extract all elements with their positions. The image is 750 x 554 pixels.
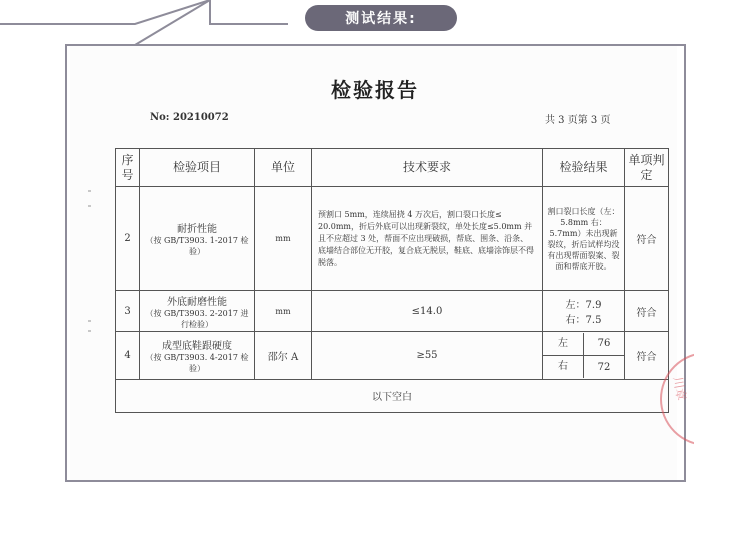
row-unit: 邵尔 A [255,332,312,380]
result-right: 右：7.5 [565,315,602,327]
row-item [140,290,255,331]
row-no: 4 [116,332,140,380]
margin-mark [88,190,91,192]
left-label: 左 [543,333,584,355]
row-judgement: 符合 [625,290,669,331]
row-item [140,187,255,291]
row-no: 2 [116,187,140,291]
row-requirement: ≤14.0 [312,290,543,331]
stamp-text: 川章 [670,375,689,402]
row-no: 3 [116,290,140,331]
row-judgement: 符合 [625,332,669,380]
col-header-judgement: 单项判定 [625,149,669,187]
result-left: 左：7.9 [565,300,602,312]
row-result [543,290,625,331]
table-row [116,187,669,291]
row-unit: mm [255,187,312,291]
table-header-row [116,149,669,187]
item-name: 耐折性能 [177,224,217,236]
item-standard: （按 GB/T3903. 2-2017 进行检验） [145,308,249,329]
report-title: 检验报告 [331,78,419,102]
table-row [116,332,669,356]
col-header-unit: 单位 [255,149,312,187]
col-header-item: 检验项目 [140,149,255,187]
row-judgement: 符合 [625,187,669,291]
item-name: 外底耐磨性能 [167,296,227,308]
test-result-badge: 测试结果: [305,5,457,31]
blank-below-note: 以下空白 [116,379,669,412]
right-label: 右 [543,356,584,378]
row-result: 割口裂口长度（左：5.8mm 右：5.7mm）未出现新裂纹，折后试样均没有出现帮面裂案、裂面和帮底开胶。 [543,187,625,291]
col-header-result: 检验结果 [543,149,625,187]
row-unit: mm [255,290,312,331]
item-name: 成型底鞋跟硬度 [162,341,232,353]
margin-mark [88,205,91,207]
item-standard: （按 GB/T3903. 1-2017 检验） [145,236,249,257]
report-number: No: 20210072 [150,112,229,123]
row-result-right [543,356,625,380]
inspection-table [115,148,669,413]
left-value: 76 [597,338,611,350]
col-header-requirement: 技术要求 [312,149,543,187]
row-requirement: 预割口 5mm，连续屈挠 4 万次后，割口裂口长度≤ 20.0mm，折后外底可以出现新裂纹，单处长度≤5.0mm 并且不应超过 3 处，帮面不应出现破损，帮底、围条、沿条、底墙结合部位无开胶，复合底无脱层，鞋底、底墙涂饰层不得脱落。 [312,187,543,291]
right-value: 72 [597,361,611,373]
row-result-left [543,332,625,356]
margin-mark [88,330,91,332]
table-row [116,290,669,331]
margin-mark [88,320,91,322]
frame-pointer-line [0,0,288,24]
table-footer-row [116,379,669,412]
report-page-info: 共 3 页第 3 页 [545,115,611,126]
frame-pointer [135,0,210,45]
row-requirement: ≥55 [312,332,543,380]
row-item [140,332,255,380]
item-standard: （按 GB/T3903. 4-2017 检验） [145,353,249,374]
col-header-no: 序号 [116,149,140,187]
